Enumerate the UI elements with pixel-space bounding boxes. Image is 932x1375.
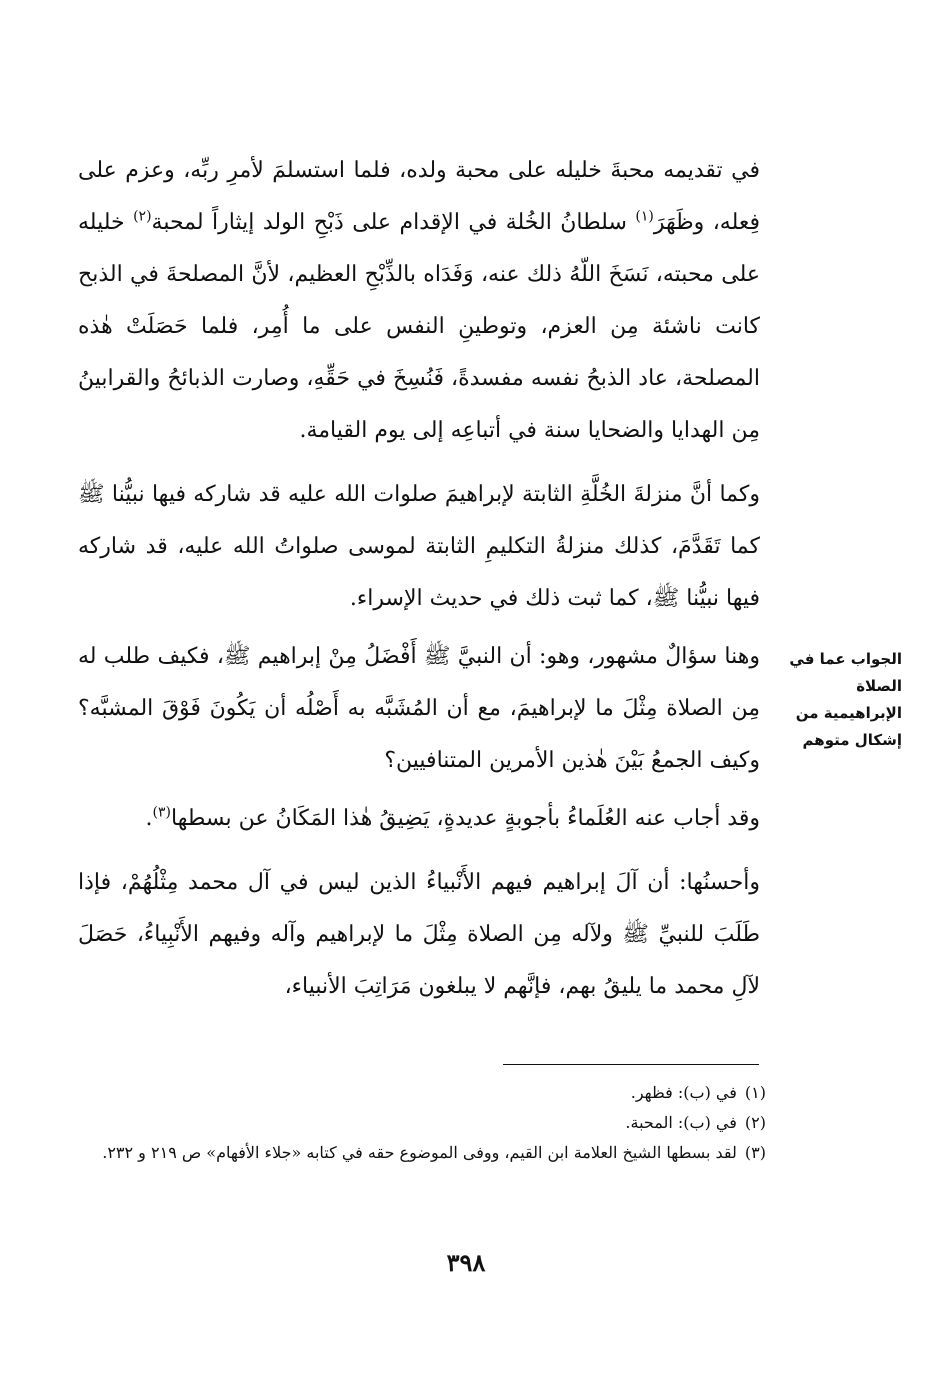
paragraph-4-text: وقد أجاب عنه العُلَماءُ بأجوبةٍ عديدةٍ، يَضِيقُ هٰذا المَكَانُ عن بسطها <box>171 806 760 831</box>
footnotes <box>78 1078 766 1168</box>
footnote-3 <box>78 1138 766 1168</box>
footnote-text: في (ب): فظهر. <box>630 1083 737 1102</box>
paragraph-2: وكما أنَّ منزلةَ الخُلَّةِ الثابتة لإبراهيمَ صلوات الله عليه قد شاركه فيها نبيُّنا ﷺ كما تَقَدَّمَ، كذلك منزلةُ التكليمِ الثابتة لموسى صلواتُ الله عليه، قد شاركه فيها نبيُّنا ﷺ، كما ثبت ذلك في حديث الإسراء. <box>78 482 760 611</box>
paragraph-1 <box>78 145 760 457</box>
footnote-1 <box>78 1078 766 1108</box>
paragraph-4 <box>78 793 760 845</box>
paragraph-3: وهنا سؤالٌ مشهور، وهو: أن النبيَّ ﷺ أَفْضَلُ مِنْ إبراهيم ﷺ، فكيف طلب له مِن الصلاة مِثْلَ ما لإبراهيمَ، مع أن المُشَبَّه به أَصْلُه أن يَكُونَ فَوْقَ المشبَّه؟ وكيف الجمعُ بَيْنَ هٰذين الأمرين المتنافيين؟ <box>78 644 760 773</box>
footnote-divider <box>503 1064 759 1065</box>
footnote-ref-1: (١) <box>635 208 654 225</box>
paragraph-1-part-b: سلطانُ الخُلة في الإقدام على ذَبْحِ الولد إيثاراً لمحبة <box>151 210 636 235</box>
footnote-ref-3: (٣) <box>152 804 172 821</box>
footnote-text: لقد بسطها الشيخ العلامة ابن القيم، ووفى الموضوع حقه في كتابه «جلاء الأفهام» ص ٢١٩ و ٢٣٢. <box>102 1143 737 1162</box>
page-number: ٣٩٨ <box>446 1248 486 1277</box>
footnote-number: (٢) <box>744 1113 766 1132</box>
footnote-number: (٣) <box>744 1143 766 1162</box>
paragraph-1-part-a: في تقديمه محبةَ خليله على محبة ولده، فلما استسلمَ لأمرِ ربِّه، وعزم على فِعله، وظَهَرَ <box>78 158 761 235</box>
paragraph-4-end: . <box>145 806 153 831</box>
footnote-ref-2: (٢) <box>133 208 152 225</box>
paragraph-5: وأحسنُها: أن آلَ إبراهيم فيهم الأَنْبياءُ الذين ليس في آل محمد مِثْلُهُمْ، فإذا طَلَبَ للنبيِّ ﷺ ولآله مِن الصلاة مِثْلَ ما لإبراهيم وآله وفيهم الأَنْبِياءُ، حَصَلَ لآلِ محمد ما يليقُ بهم، فإنَّهم لا يبلغون مَرَاتِبَ الأنبياء، <box>78 870 760 999</box>
footnote-2 <box>78 1108 766 1138</box>
main-text <box>78 145 760 1013</box>
footnote-text: في (ب): المحبة. <box>625 1113 737 1132</box>
footnote-number: (١) <box>744 1083 766 1102</box>
paragraph-1-part-c: خليله على محبته، نَسَخَ اللّهُ ذلك عنه، وَفَدَاه بالذِّبْحِ العظيم، لأنَّ المصلحةَ في الذبح كانت ناشئة مِن العزم، وتوطينِ النفس على ما أُمِر، فلما حَصَلَتْ هٰذه المصلحة، عاد الذبحُ نفسه مفسدةً، فَنُسِخَ في حَقِّهِ، وصارت الذبائحُ والقرابينُ مِن الهدايا والضحايا سنة في أتباعِه إلى يوم القيامة. <box>78 210 760 443</box>
margin-heading: الجواب عما في الصلاة الإبراهيمية من إشكال متوهم <box>789 650 902 749</box>
